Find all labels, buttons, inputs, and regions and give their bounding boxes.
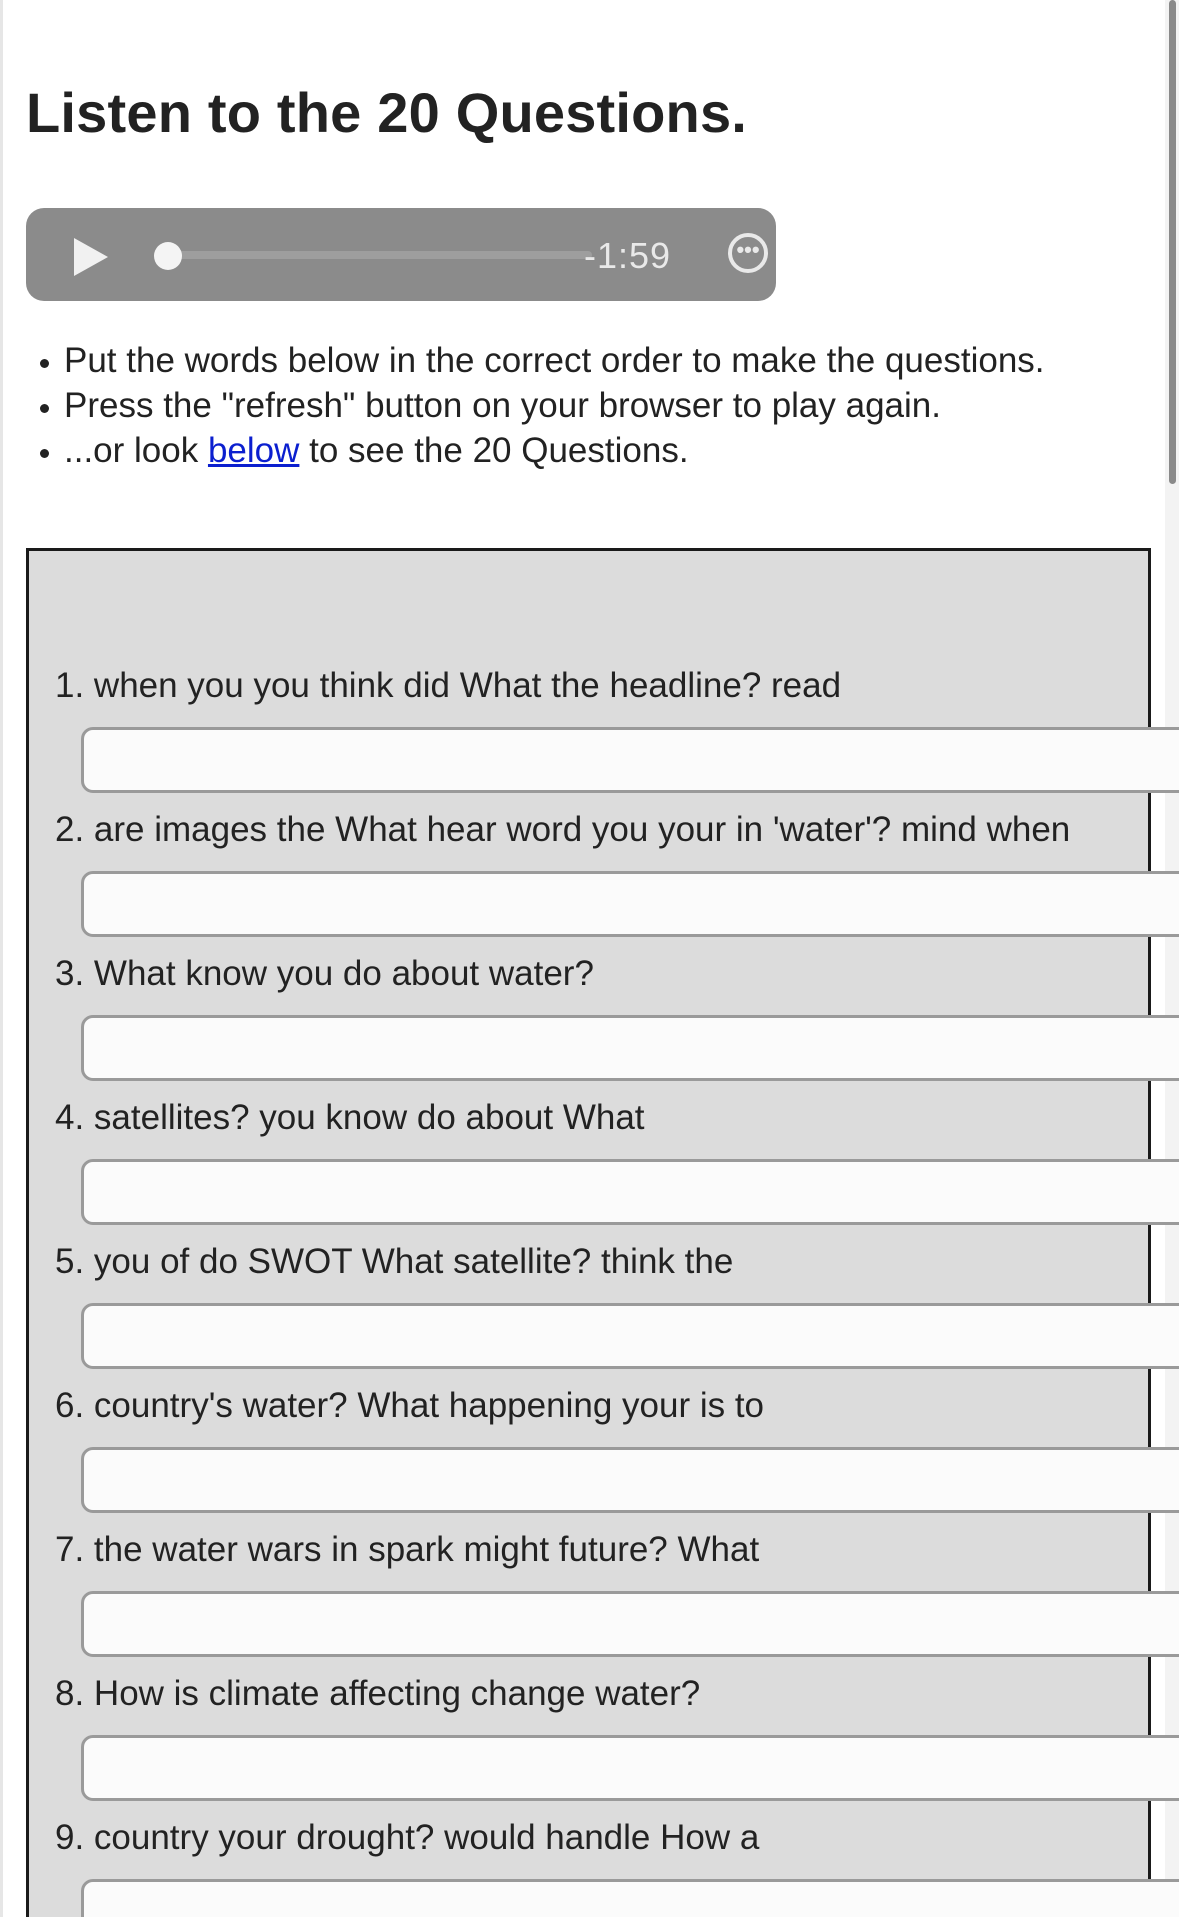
answer-input[interactable] (81, 727, 1179, 793)
audio-player[interactable] (26, 208, 776, 301)
answer-input[interactable] (81, 1015, 1179, 1081)
question-text: 1. when you you think did What the headline? read (55, 666, 842, 705)
answer-input[interactable] (81, 1303, 1179, 1369)
answer-input[interactable] (81, 1591, 1179, 1657)
quiz-panel (26, 548, 1151, 1917)
instruction-text: ...or look (64, 431, 208, 470)
question-text: 9. country your drought? would handle How a (55, 1818, 760, 1857)
answer-input[interactable] (81, 1879, 1179, 1917)
answer-input[interactable] (81, 1447, 1179, 1513)
question-text: 2. are images the What hear word you your in 'water'? mind when (55, 810, 1071, 849)
question-text: 8. How is climate affecting change water? (55, 1674, 701, 1713)
play-icon[interactable] (74, 238, 108, 276)
audio-progress-knob[interactable] (154, 242, 182, 270)
question-text: 7. the water wars in spark might future? What (55, 1530, 760, 1569)
answer-input[interactable] (81, 1735, 1179, 1801)
more-options-icon[interactable]: ••• (728, 233, 768, 273)
below-link[interactable]: below (207, 431, 300, 470)
question-text: 4. satellites? you know do about What (55, 1098, 645, 1137)
answer-input[interactable] (81, 871, 1179, 937)
question-text: 3. What know you do about water? (55, 954, 594, 993)
instruction-item: • Put the words below in the correct order to make the questions. (64, 338, 1045, 383)
left-edge (0, 0, 3, 1917)
instruction-item (64, 428, 1045, 473)
instruction-text: to see the 20 Questions. (299, 431, 689, 470)
instruction-item: • Press the "refresh" button on your browser to play again. (64, 383, 1045, 428)
answer-input[interactable] (81, 1159, 1179, 1225)
audio-progress-track[interactable] (168, 251, 592, 259)
page-title: Listen to the 20 Questions. (26, 81, 748, 144)
scrollbar-thumb[interactable] (1169, 0, 1176, 484)
question-text: 5. you of do SWOT What satellite? think the (55, 1242, 734, 1281)
question-text: 6. country's water? What happening your is to (55, 1386, 765, 1425)
remaining-time: -1:59 (584, 235, 672, 276)
instructions-list (0, 338, 1045, 473)
